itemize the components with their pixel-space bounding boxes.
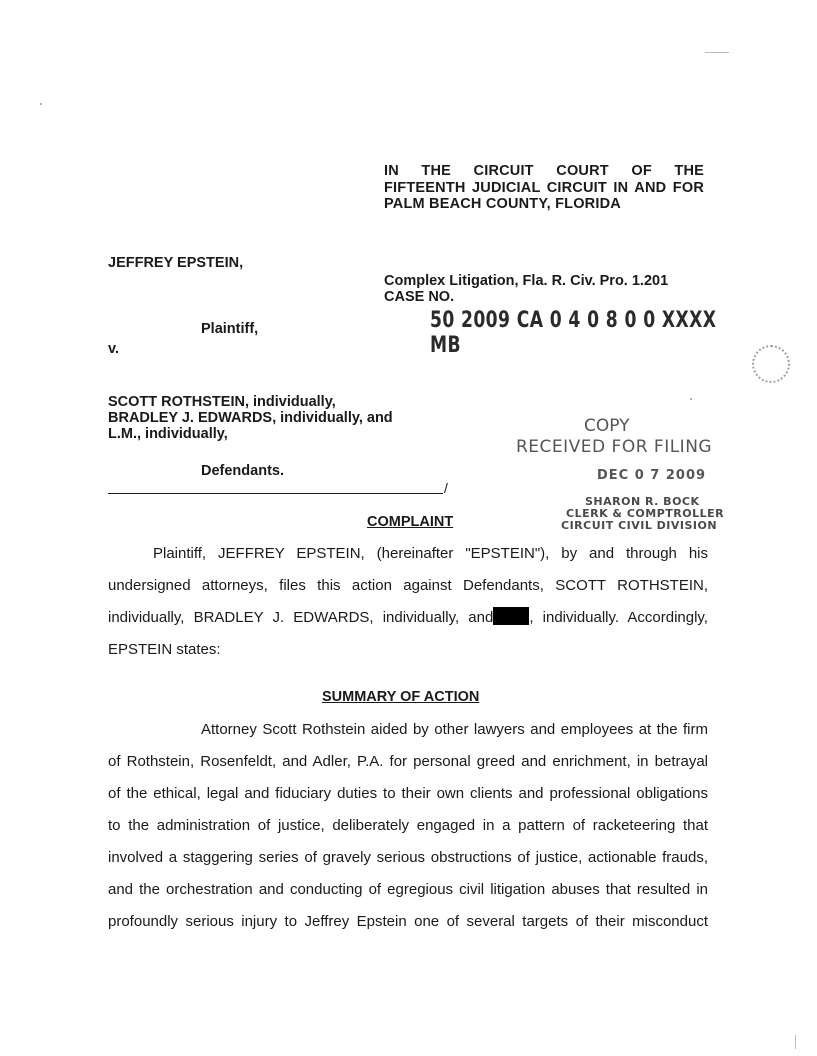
stamp-clerk-name: SHARON R. BOCK: [585, 495, 700, 508]
stamp-date: DEC 0 7 2009: [597, 468, 707, 483]
stamp-division: CIRCUIT CIVIL DIVISION: [561, 519, 718, 532]
complaint-intro-line-1: Plaintiff, JEFFREY EPSTEIN, (hereinafter "EPSTEIN"), by and through his: [153, 545, 708, 562]
caption-divider: [108, 493, 443, 494]
scan-speck: [40, 103, 42, 105]
summary-line-4: to the administration of justice, deliberately engaged in a pattern of racketeering that: [108, 817, 708, 834]
stamp-copy: COPY: [584, 416, 630, 436]
court-caption: [384, 163, 704, 213]
court-caption-line-2: FIFTEENTH JUDICIAL CIRCUIT IN AND FOR: [384, 179, 704, 196]
case-number: 50 2009 CA 0 4 0 8 0 0 XXXX MB: [430, 308, 717, 358]
summary-line-5: involved a staggering series of gravely serious obstructions of justice, actionable frauds,: [108, 849, 708, 866]
defendant-line-2: BRADLEY J. EDWARDS, individually, and: [108, 410, 393, 426]
complaint-heading: COMPLAINT: [367, 514, 454, 530]
defendant-line-3: L.M., individually,: [108, 426, 228, 442]
plaintiff-name: JEFFREY EPSTEIN,: [108, 255, 244, 271]
complaint-intro-line-4: EPSTEIN states:: [108, 641, 221, 658]
redaction-box: [493, 607, 529, 625]
summary-line-7: profoundly serious injury to Jeffrey Epstein one of several targets of their misconduct: [108, 913, 708, 930]
complex-litigation-label: Complex Litigation, Fla. R. Civ. Pro. 1.201: [384, 273, 669, 289]
summary-line-2: of Rothstein, Rosenfeldt, and Adler, P.A. for personal greed and enrichment, in betrayal: [108, 753, 708, 770]
summary-heading: SUMMARY OF ACTION: [322, 689, 480, 705]
seal-stamp-icon: [752, 345, 790, 383]
scan-speck: [705, 52, 729, 53]
summary-line-3: of the ethical, legal and fiduciary duties to their own clients and professional obligations: [108, 785, 708, 802]
summary-line-1: Attorney Scott Rothstein aided by other lawyers and employees at the firm: [201, 721, 708, 738]
complaint-intro-line-3-after: , individually. Accordingly,: [529, 609, 708, 626]
defendant-line-1: SCOTT ROTHSTEIN, individually,: [108, 394, 336, 410]
summary-line-6: and the orchestration and conducting of egregious civil litigation abuses that resulted in: [108, 881, 708, 898]
complaint-intro-line-3: [108, 602, 708, 634]
complaint-intro-line-3-before: individually, BRADLEY J. EDWARDS, individually, and: [108, 609, 494, 626]
stamp-received-for-filing: RECEIVED FOR FILING: [516, 437, 713, 457]
plaintiff-role: Plaintiff,: [201, 321, 259, 337]
scan-speck: [690, 398, 692, 400]
court-caption-line-3: PALM BEACH COUNTY, FLORIDA: [384, 196, 621, 212]
versus-label: v.: [108, 341, 120, 357]
case-no-label: CASE NO.: [384, 289, 455, 305]
court-caption-line-1: IN THE CIRCUIT COURT OF THE: [384, 163, 704, 179]
defendants-role: Defendants.: [201, 463, 284, 479]
caption-slash: /: [444, 480, 448, 496]
scan-speck: [795, 1035, 796, 1049]
stamp-clerk-title: CLERK & COMPTROLLER: [566, 507, 725, 520]
complaint-intro-line-2: undersigned attorneys, files this action against Defendants, SCOTT ROTHSTEIN,: [108, 577, 708, 594]
